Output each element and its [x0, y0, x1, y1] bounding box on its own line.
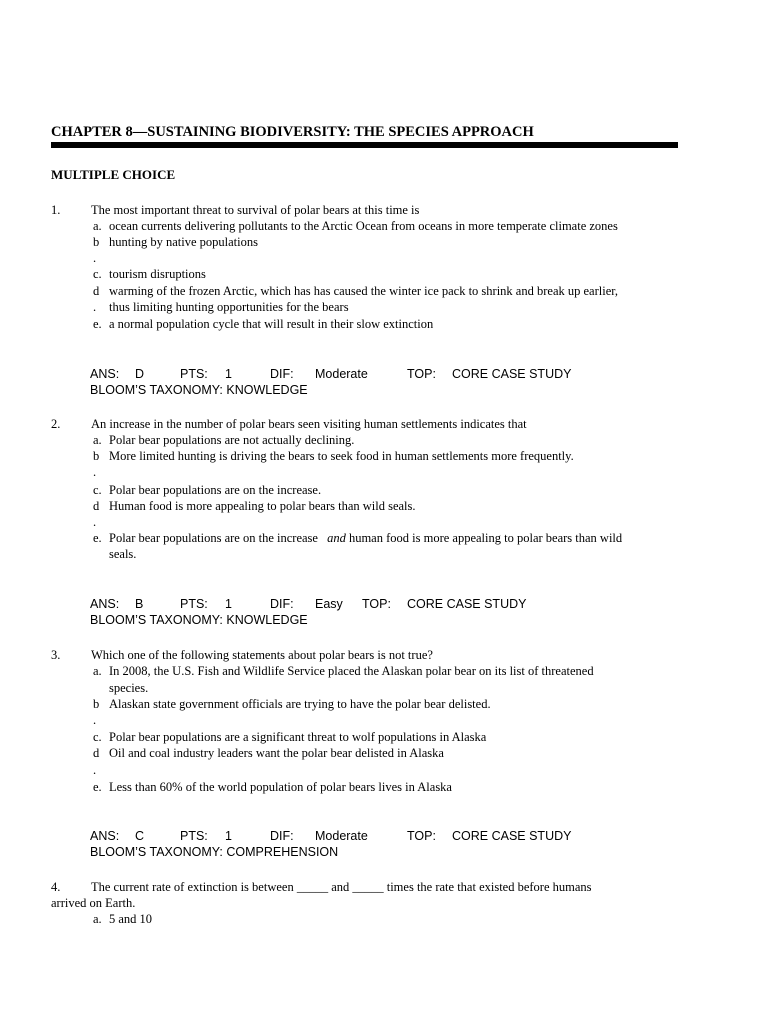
answer-label: ANS:	[90, 597, 120, 611]
bloom-taxonomy: BLOOM’S TAXONOMY: COMPREHENSION	[90, 845, 339, 859]
option-text-italic: and	[327, 531, 346, 545]
question-number: 1.	[51, 203, 61, 217]
option-letter: a.	[93, 664, 102, 678]
option-continuation: seals.	[109, 547, 137, 561]
question-stem: The most important threat to survival of polar bears at this time is	[91, 203, 420, 217]
option-text: More limited hunting is driving the bears to seek food in human settlements more frequently.	[109, 449, 574, 463]
question-stem-continuation: arrived on Earth.	[51, 896, 136, 910]
option-letter: e.	[93, 780, 102, 794]
points-value: 1	[225, 597, 232, 611]
option-dot: .	[93, 465, 97, 479]
option-dot: .	[93, 763, 97, 777]
topic-value: CORE CASE STUDY	[452, 829, 572, 843]
option-dot: .	[93, 300, 97, 314]
points-value: 1	[225, 367, 232, 381]
topic-label: TOP:	[407, 829, 436, 843]
option-letter: c.	[93, 730, 102, 744]
option-text: Human food is more appealing to polar bears than wild seals.	[109, 499, 416, 513]
question-number: 3.	[51, 648, 61, 662]
option-text: a normal population cycle that will result in their slow extinction	[109, 317, 434, 331]
option-letter: c.	[93, 267, 102, 281]
difficulty-label: DIF:	[270, 597, 294, 611]
question-stem: Which one of the following statements about polar bears is not true?	[91, 648, 433, 662]
option-continuation: thus limiting hunting opportunities for the bears	[109, 300, 349, 314]
option-text: Less than 60% of the world population of polar bears lives in Alaska	[109, 780, 452, 794]
bloom-taxonomy: BLOOM’S TAXONOMY: KNOWLEDGE	[90, 383, 308, 397]
option-letter: a.	[93, 912, 102, 926]
option-letter: e.	[93, 317, 102, 331]
option-letter: b	[93, 235, 100, 249]
difficulty-value: Moderate	[315, 367, 368, 381]
option-text: tourism disruptions	[109, 267, 206, 281]
answer-value: B	[135, 597, 144, 611]
option-letter: b	[93, 449, 100, 463]
option-text: Oil and coal industry leaders want the polar bear delisted in Alaska	[109, 746, 444, 760]
option-letter: a.	[93, 219, 102, 233]
option-letter: d	[93, 499, 100, 513]
option-text: 5 and 10	[109, 912, 153, 926]
option-dot: .	[93, 713, 97, 727]
difficulty-value: Moderate	[315, 829, 368, 843]
topic-label: TOP:	[362, 597, 391, 611]
points-label: PTS:	[180, 367, 208, 381]
difficulty-value: Easy	[315, 597, 343, 611]
difficulty-label: DIF:	[270, 829, 294, 843]
topic-label: TOP:	[407, 367, 436, 381]
question-number: 4.	[51, 880, 61, 894]
option-text: ocean currents delivering pollutants to the Arctic Ocean from oceans in more temperate climate zones	[109, 219, 618, 233]
option-text: In 2008, the U.S. Fish and Wildlife Service placed the Alaskan polar bear on its list of threatened	[109, 664, 594, 678]
option-letter: d	[93, 746, 100, 760]
question-number: 2.	[51, 417, 61, 431]
answer-value: C	[135, 829, 145, 843]
option-text: warming of the frozen Arctic, which has has caused the winter ice pack to shrink and break up earlier,	[109, 284, 619, 298]
bloom-taxonomy: BLOOM’S TAXONOMY: KNOWLEDGE	[90, 613, 308, 627]
chapter-title: CHAPTER 8—SUSTAINING BIODIVERSITY: THE SPECIES APPROACH	[51, 124, 534, 140]
option-text: Polar bear populations are not actually declining.	[109, 433, 355, 447]
option-dot: .	[93, 515, 97, 529]
option-letter: a.	[93, 433, 102, 447]
question-stem: An increase in the number of polar bears seen visiting human settlements indicates that	[91, 417, 527, 431]
option-text: Polar bear populations are a significant threat to wolf populations in Alaska	[109, 730, 487, 744]
points-value: 1	[225, 829, 232, 843]
option-text: hunting by native populations	[109, 235, 258, 249]
question-stem: The current rate of extinction is between _____ and _____ times the rate that existed before humans	[91, 880, 592, 894]
topic-value: CORE CASE STUDY	[407, 597, 527, 611]
title-rule	[51, 142, 678, 148]
section-heading: MULTIPLE CHOICE	[51, 167, 176, 182]
difficulty-label: DIF:	[270, 367, 294, 381]
option-letter: d	[93, 284, 100, 298]
points-label: PTS:	[180, 829, 208, 843]
option-letter: c.	[93, 483, 102, 497]
option-continuation: species.	[109, 681, 149, 695]
option-dot: .	[93, 251, 97, 265]
option-text: Polar bear populations are on the increase.	[109, 483, 322, 497]
answer-label: ANS:	[90, 829, 120, 843]
topic-value: CORE CASE STUDY	[452, 367, 572, 381]
option-text-part: human food is more appealing to polar bears than wild	[348, 531, 623, 545]
option-letter: e.	[93, 531, 102, 545]
option-letter: b	[93, 697, 100, 711]
answer-label: ANS:	[90, 367, 120, 381]
option-text	[109, 530, 622, 546]
answer-value: D	[135, 367, 145, 381]
option-text-part: Polar bear populations are on the increase	[109, 531, 318, 545]
points-label: PTS:	[180, 597, 208, 611]
option-text: Alaskan state government officials are trying to have the polar bear delisted.	[109, 697, 491, 711]
